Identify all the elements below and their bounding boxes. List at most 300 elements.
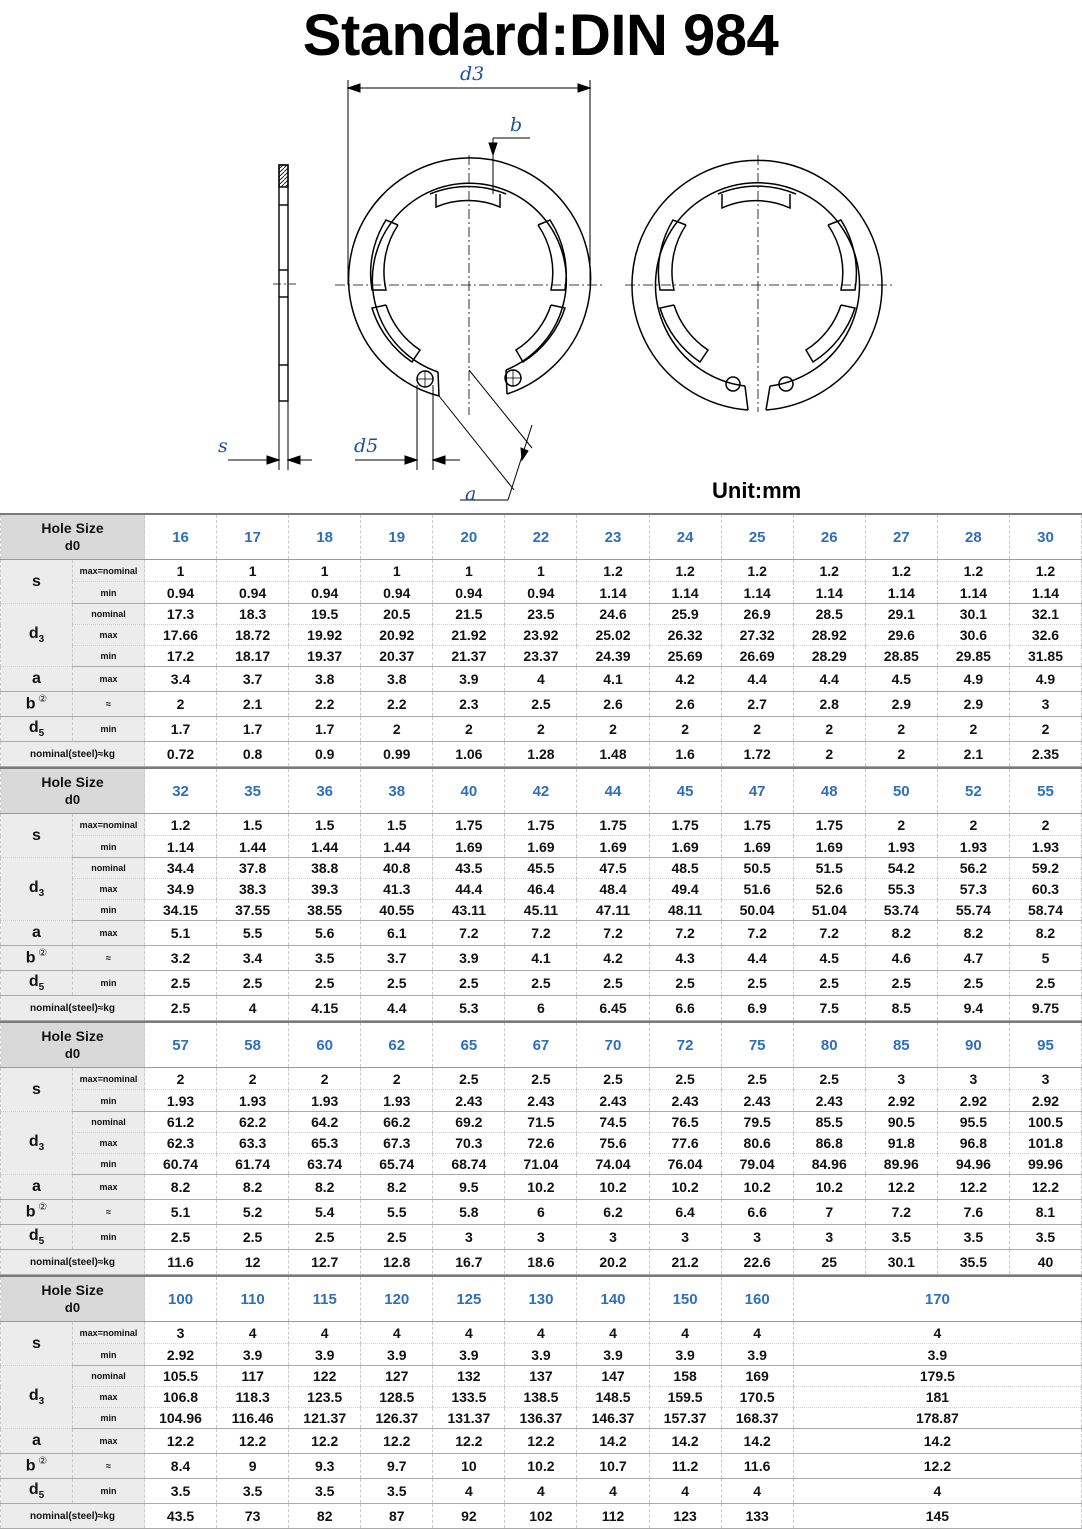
hole-size-value: 140 (577, 1276, 649, 1322)
hole-size-value: 90 (937, 1022, 1009, 1068)
table-cell: 137 (505, 1366, 577, 1387)
table-cell: 102 (505, 1504, 577, 1529)
table-cell: 1.7 (289, 717, 361, 742)
table-cell: 26.69 (721, 646, 793, 667)
table-cell: 3.9 (649, 1344, 721, 1366)
table-cell: 60.3 (1009, 879, 1081, 900)
table-cell: 2.5 (649, 971, 721, 996)
table-cell: 104.96 (145, 1408, 217, 1429)
table-cell: 74.5 (577, 1112, 649, 1133)
table-cell: 53.74 (865, 900, 937, 921)
tolerance-kind: max (73, 921, 145, 946)
table-cell: 1.75 (721, 814, 793, 836)
table-cell: 4 (649, 1479, 721, 1504)
table-cell: 1.44 (361, 836, 433, 858)
table-cell: 168.37 (721, 1408, 793, 1429)
table-cell: 4 (289, 1322, 361, 1344)
table-cell: 4.5 (865, 667, 937, 692)
table-cell: 2.92 (937, 1090, 1009, 1112)
table-cell: 54.2 (865, 858, 937, 879)
table-cell: 12.2 (361, 1429, 433, 1454)
tolerance-kind: min (73, 582, 145, 604)
tolerance-kind: min (73, 717, 145, 742)
param-s: s (1, 1068, 73, 1112)
param-b: b ② (1, 1454, 73, 1479)
table-cell: 4 (505, 667, 577, 692)
table-cell: 2 (433, 717, 505, 742)
table-cell: 2.5 (937, 971, 1009, 996)
table-cell: 169 (721, 1366, 793, 1387)
table-cell: 123 (649, 1504, 721, 1529)
table-cell: 4.3 (649, 946, 721, 971)
table-cell: 10 (433, 1454, 505, 1479)
table-row (1, 692, 1082, 717)
table-cell: 46.4 (505, 879, 577, 900)
param-a: a (1, 1175, 73, 1200)
table-cell: 4.1 (505, 946, 577, 971)
table-cell: 2.43 (721, 1090, 793, 1112)
table-cell: 4 (433, 1479, 505, 1504)
table-cell: 2.5 (649, 1068, 721, 1090)
table-cell: 128.5 (361, 1387, 433, 1408)
table-cell: 18.17 (217, 646, 289, 667)
table-cell: 2.1 (217, 692, 289, 717)
table-cell: 45.5 (505, 858, 577, 879)
table-cell: 0.94 (433, 582, 505, 604)
table-cell: 0.94 (217, 582, 289, 604)
table-cell: 3.9 (433, 667, 505, 692)
table-cell: 3.8 (289, 667, 361, 692)
spec-table-block (0, 513, 1082, 767)
table-row (1, 582, 1082, 604)
param-d5: $d_5$ (1, 1479, 73, 1504)
table-cell: 70.3 (433, 1133, 505, 1154)
table-cell: 1.69 (433, 836, 505, 858)
table-cell: 57.3 (937, 879, 1009, 900)
table-cell: 5 (1009, 946, 1081, 971)
table-cell: 76.04 (649, 1154, 721, 1175)
table-cell: 3.5 (361, 1479, 433, 1504)
table-cell: 3.9 (505, 1344, 577, 1366)
table-cell: 34.15 (145, 900, 217, 921)
tolerance-kind: ≈ (73, 1454, 145, 1479)
table-cell: 1 (145, 560, 217, 582)
table-cell: 0.9 (289, 742, 361, 767)
table-cell: 3.7 (361, 946, 433, 971)
table-cell: 3.9 (289, 1344, 361, 1366)
table-cell: 12.2 (433, 1429, 505, 1454)
table-cell: 1.93 (865, 836, 937, 858)
table-cell: 6.1 (361, 921, 433, 946)
table-cell: 2.2 (361, 692, 433, 717)
table-cell: 1.44 (217, 836, 289, 858)
table-cell: 38.3 (217, 879, 289, 900)
table-cell: 9 (217, 1454, 289, 1479)
hole-size-value: 80 (793, 1022, 865, 1068)
table-cell: 2 (793, 742, 865, 767)
table-cell: 3 (649, 1225, 721, 1250)
hole-size-value: 120 (361, 1276, 433, 1322)
table-cell: 1.2 (649, 560, 721, 582)
table-cell: 62.3 (145, 1133, 217, 1154)
table-cell: 2.5 (289, 971, 361, 996)
hole-size-value: 67 (505, 1022, 577, 1068)
table-cell: 1.14 (1009, 582, 1081, 604)
hole-size-value: 62 (361, 1022, 433, 1068)
table-cell: 7.2 (649, 921, 721, 946)
table-cell: 2 (865, 814, 937, 836)
table-cell: 35.5 (937, 1250, 1009, 1275)
table-cell: 116.46 (217, 1408, 289, 1429)
table-cell: 20.5 (361, 604, 433, 625)
table-cell: 7.2 (433, 921, 505, 946)
table-cell: 2.5 (505, 692, 577, 717)
table-cell: 2.5 (433, 1068, 505, 1090)
table-cell: 4.5 (793, 946, 865, 971)
table-cell: 66.2 (361, 1112, 433, 1133)
table-cell: 3.9 (361, 1344, 433, 1366)
table-cell: 9.75 (1009, 996, 1081, 1021)
tolerance-kind: min (73, 836, 145, 858)
table-cell: 43.5 (145, 1504, 217, 1529)
table-cell: 4.7 (937, 946, 1009, 971)
table-cell: 0.94 (505, 582, 577, 604)
table-cell: 11.2 (649, 1454, 721, 1479)
table-cell: 45.11 (505, 900, 577, 921)
table-cell: 64.2 (289, 1112, 361, 1133)
tolerance-kind: min (73, 1090, 145, 1112)
table-cell: 58.74 (1009, 900, 1081, 921)
table-cell: 28.85 (865, 646, 937, 667)
table-cell: 1 (289, 560, 361, 582)
tolerance-kind: min (73, 1408, 145, 1429)
note-mark: ② (35, 1456, 48, 1468)
table-cell: 138.5 (505, 1387, 577, 1408)
hole-size-value: 57 (145, 1022, 217, 1068)
table-cell: 48.4 (577, 879, 649, 900)
label-a: a (465, 483, 477, 505)
hole-size-value: 45 (649, 768, 721, 814)
table-cell: 3.2 (145, 946, 217, 971)
table-cell: 178.87 (793, 1408, 1081, 1429)
table-cell: 1.93 (361, 1090, 433, 1112)
table-cell: 0.99 (361, 742, 433, 767)
table-cell: 4 (577, 1479, 649, 1504)
table-cell: 4.4 (721, 946, 793, 971)
table-cell: 12 (217, 1250, 289, 1275)
table-cell: 10.2 (793, 1175, 865, 1200)
d0-label: d0 (64, 1046, 81, 1061)
table-cell: 3 (433, 1225, 505, 1250)
table-cell: 29.85 (937, 646, 1009, 667)
table-cell: 50.5 (721, 858, 793, 879)
table-cell: 12.7 (289, 1250, 361, 1275)
table-cell: 0.94 (145, 582, 217, 604)
table-cell: 10.2 (577, 1175, 649, 1200)
table-cell: 3 (505, 1225, 577, 1250)
table-cell: 2.5 (145, 971, 217, 996)
table-cell: 27.32 (721, 625, 793, 646)
table-cell: 1.44 (289, 836, 361, 858)
hole-size-value: 70 (577, 1022, 649, 1068)
table-cell: 14.2 (577, 1429, 649, 1454)
table-cell: 23.92 (505, 625, 577, 646)
table-cell: 25.02 (577, 625, 649, 646)
table-cell: 2.2 (289, 692, 361, 717)
label-s: s (218, 435, 228, 457)
table-cell: 3 (577, 1225, 649, 1250)
label-d3: d3 (460, 63, 485, 85)
table-cell: 20.92 (361, 625, 433, 646)
hole-size-value: 36 (289, 768, 361, 814)
hole-size-value: 115 (289, 1276, 361, 1322)
table-row (1, 814, 1082, 836)
hole-size-value: 18 (289, 514, 361, 560)
table-cell: 3.5 (289, 946, 361, 971)
table-cell: 6.45 (577, 996, 649, 1021)
param-a: a (1, 921, 73, 946)
table-cell: 1 (505, 560, 577, 582)
table-cell: 1.2 (793, 560, 865, 582)
table-cell: 6.6 (649, 996, 721, 1021)
table-cell: 132 (433, 1366, 505, 1387)
table-row (1, 717, 1082, 742)
tolerance-kind: nominal (73, 1112, 145, 1133)
table-cell: 3.9 (577, 1344, 649, 1366)
table-row (1, 921, 1082, 946)
tolerance-kind: nominal (73, 858, 145, 879)
hole-size-value: 75 (721, 1022, 793, 1068)
table-row (1, 1250, 1082, 1275)
table-cell: 1.06 (433, 742, 505, 767)
table-cell: 8.2 (937, 921, 1009, 946)
table-cell: 28.92 (793, 625, 865, 646)
table-cell: 43.5 (433, 858, 505, 879)
tolerance-kind: max (73, 1133, 145, 1154)
table-cell: 4 (721, 1479, 793, 1504)
table-cell: 8.2 (289, 1175, 361, 1200)
table-cell: 14.2 (793, 1429, 1081, 1454)
table-row (1, 1387, 1082, 1408)
hole-size-value: 44 (577, 768, 649, 814)
table-cell: 91.8 (865, 1133, 937, 1154)
table-cell: 63.3 (217, 1133, 289, 1154)
table-cell: 5.1 (145, 1200, 217, 1225)
table-cell: 47.5 (577, 858, 649, 879)
table-cell: 9.3 (289, 1454, 361, 1479)
table-cell: 32.1 (1009, 604, 1081, 625)
table-cell: 10.2 (649, 1175, 721, 1200)
table-cell: 3.9 (793, 1344, 1081, 1366)
table-cell: 26.9 (721, 604, 793, 625)
param-d3: $d_3$ (1, 858, 73, 921)
table-cell: 12.2 (145, 1429, 217, 1454)
hole-size-label: Hole Size d0 (1, 768, 145, 814)
note-mark: ② (35, 1202, 48, 1214)
table-cell: 5.3 (433, 996, 505, 1021)
table-cell: 24.39 (577, 646, 649, 667)
table-cell: 19.37 (289, 646, 361, 667)
table-cell: 5.4 (289, 1200, 361, 1225)
table-cell: 121.37 (289, 1408, 361, 1429)
tolerance-kind: max (73, 1175, 145, 1200)
table-cell: 25 (793, 1250, 865, 1275)
table-cell: 181 (793, 1387, 1081, 1408)
table-cell: 75.6 (577, 1133, 649, 1154)
table-cell: 2.43 (649, 1090, 721, 1112)
hole-size-value: 52 (937, 768, 1009, 814)
table-cell: 7.2 (865, 1200, 937, 1225)
tolerance-kind: min (73, 1479, 145, 1504)
table-cell: 126.37 (361, 1408, 433, 1429)
table-cell: 159.5 (649, 1387, 721, 1408)
table-cell: 7.2 (505, 921, 577, 946)
table-cell: 7 (793, 1200, 865, 1225)
table-cell: 49.4 (649, 879, 721, 900)
hole-size-value: 65 (433, 1022, 505, 1068)
table-row (1, 858, 1082, 879)
table-cell: 28.5 (793, 604, 865, 625)
table-cell: 6.2 (577, 1200, 649, 1225)
hole-size-value: 22 (505, 514, 577, 560)
table-cell: 72.6 (505, 1133, 577, 1154)
hole-size-value: 125 (433, 1276, 505, 1322)
table-cell: 1.5 (217, 814, 289, 836)
param-d3: $d_3$ (1, 1366, 73, 1429)
table-cell: 3 (865, 1068, 937, 1090)
table-cell: 1.75 (433, 814, 505, 836)
table-row (1, 836, 1082, 858)
table-cell: 56.2 (937, 858, 1009, 879)
table-cell: 2 (865, 742, 937, 767)
table-cell: 28.29 (793, 646, 865, 667)
table-cell: 12.8 (361, 1250, 433, 1275)
param-d5: $d_5$ (1, 717, 73, 742)
table-cell: 2 (937, 814, 1009, 836)
table-row (1, 1429, 1082, 1454)
table-cell: 7.2 (721, 921, 793, 946)
size-header-row (1, 514, 1082, 560)
table-cell: 8.4 (145, 1454, 217, 1479)
tolerance-kind: max (73, 1429, 145, 1454)
table-cell: 6.9 (721, 996, 793, 1021)
d0-label: d0 (64, 792, 81, 807)
table-cell: 1.48 (577, 742, 649, 767)
table-cell: 1.75 (793, 814, 865, 836)
table-cell: 59.2 (1009, 858, 1081, 879)
table-row (1, 1112, 1082, 1133)
table-cell: 2.92 (865, 1090, 937, 1112)
table-cell: 2.6 (577, 692, 649, 717)
table-cell: 2.5 (865, 971, 937, 996)
param-d3: $d_3$ (1, 1112, 73, 1175)
table-cell: 136.37 (505, 1408, 577, 1429)
table-cell: 1.7 (217, 717, 289, 742)
table-cell: 3 (937, 1068, 1009, 1090)
table-cell: 90.5 (865, 1112, 937, 1133)
technical-drawing (0, 63, 1081, 510)
table-cell: 2 (937, 717, 1009, 742)
table-cell: 52.6 (793, 879, 865, 900)
table-cell: 3 (793, 1225, 865, 1250)
table-cell: 3.4 (145, 667, 217, 692)
table-cell: 95.5 (937, 1112, 1009, 1133)
table-cell: 1.69 (793, 836, 865, 858)
table-cell: 117 (217, 1366, 289, 1387)
table-cell: 2.6 (649, 692, 721, 717)
table-cell: 76.5 (649, 1112, 721, 1133)
table-row (1, 1504, 1082, 1529)
size-header-row (1, 1022, 1082, 1068)
table-cell: 1.75 (649, 814, 721, 836)
table-cell: 3 (145, 1322, 217, 1344)
hole-size-value: 28 (937, 514, 1009, 560)
table-cell: 122 (289, 1366, 361, 1387)
table-row (1, 1200, 1082, 1225)
hole-size-value: 23 (577, 514, 649, 560)
table-cell: 40.55 (361, 900, 433, 921)
table-cell: 29.6 (865, 625, 937, 646)
table-row (1, 604, 1082, 625)
table-cell: 55.74 (937, 900, 1009, 921)
table-cell: 21.5 (433, 604, 505, 625)
table-cell: 146.37 (577, 1408, 649, 1429)
table-cell: 4 (505, 1322, 577, 1344)
table-cell: 92 (433, 1504, 505, 1529)
table-cell: 4.15 (289, 996, 361, 1021)
hole-size-label: Hole Size d0 (1, 1276, 145, 1322)
table-cell: 17.3 (145, 604, 217, 625)
table-cell: 60.74 (145, 1154, 217, 1175)
table-cell: 1.14 (145, 836, 217, 858)
hole-size-value: 130 (505, 1276, 577, 1322)
tolerance-kind: nominal (73, 604, 145, 625)
table-cell: 9.4 (937, 996, 1009, 1021)
tolerance-kind: max (73, 879, 145, 900)
table-row (1, 946, 1082, 971)
tolerance-kind: ≈ (73, 946, 145, 971)
table-cell: 1.93 (1009, 836, 1081, 858)
table-cell: 5.1 (145, 921, 217, 946)
hole-size-value: 40 (433, 768, 505, 814)
table-cell: 2.5 (793, 1068, 865, 1090)
table-cell: 1 (217, 560, 289, 582)
d0-label: d0 (64, 538, 81, 553)
table-cell: 30.6 (937, 625, 1009, 646)
table-cell: 21.92 (433, 625, 505, 646)
table-cell: 31.85 (1009, 646, 1081, 667)
table-cell: 11.6 (145, 1250, 217, 1275)
tolerance-kind: max (73, 1387, 145, 1408)
hole-size-value: 19 (361, 514, 433, 560)
table-cell: 3.5 (289, 1479, 361, 1504)
table-cell: 2 (289, 1068, 361, 1090)
table-cell: 3 (1009, 692, 1081, 717)
table-cell: 43.11 (433, 900, 505, 921)
table-row (1, 1344, 1082, 1366)
param-a: a (1, 667, 73, 692)
table-cell: 1.2 (721, 560, 793, 582)
table-cell: 2.5 (505, 971, 577, 996)
hole-size-value: 25 (721, 514, 793, 560)
table-cell: 3.5 (145, 1479, 217, 1504)
hole-size-value: 17 (217, 514, 289, 560)
table-cell: 6 (505, 1200, 577, 1225)
table-cell: 10.2 (505, 1454, 577, 1479)
table-cell: 12.2 (937, 1175, 1009, 1200)
table-cell: 0.8 (217, 742, 289, 767)
table-cell: 8.2 (865, 921, 937, 946)
